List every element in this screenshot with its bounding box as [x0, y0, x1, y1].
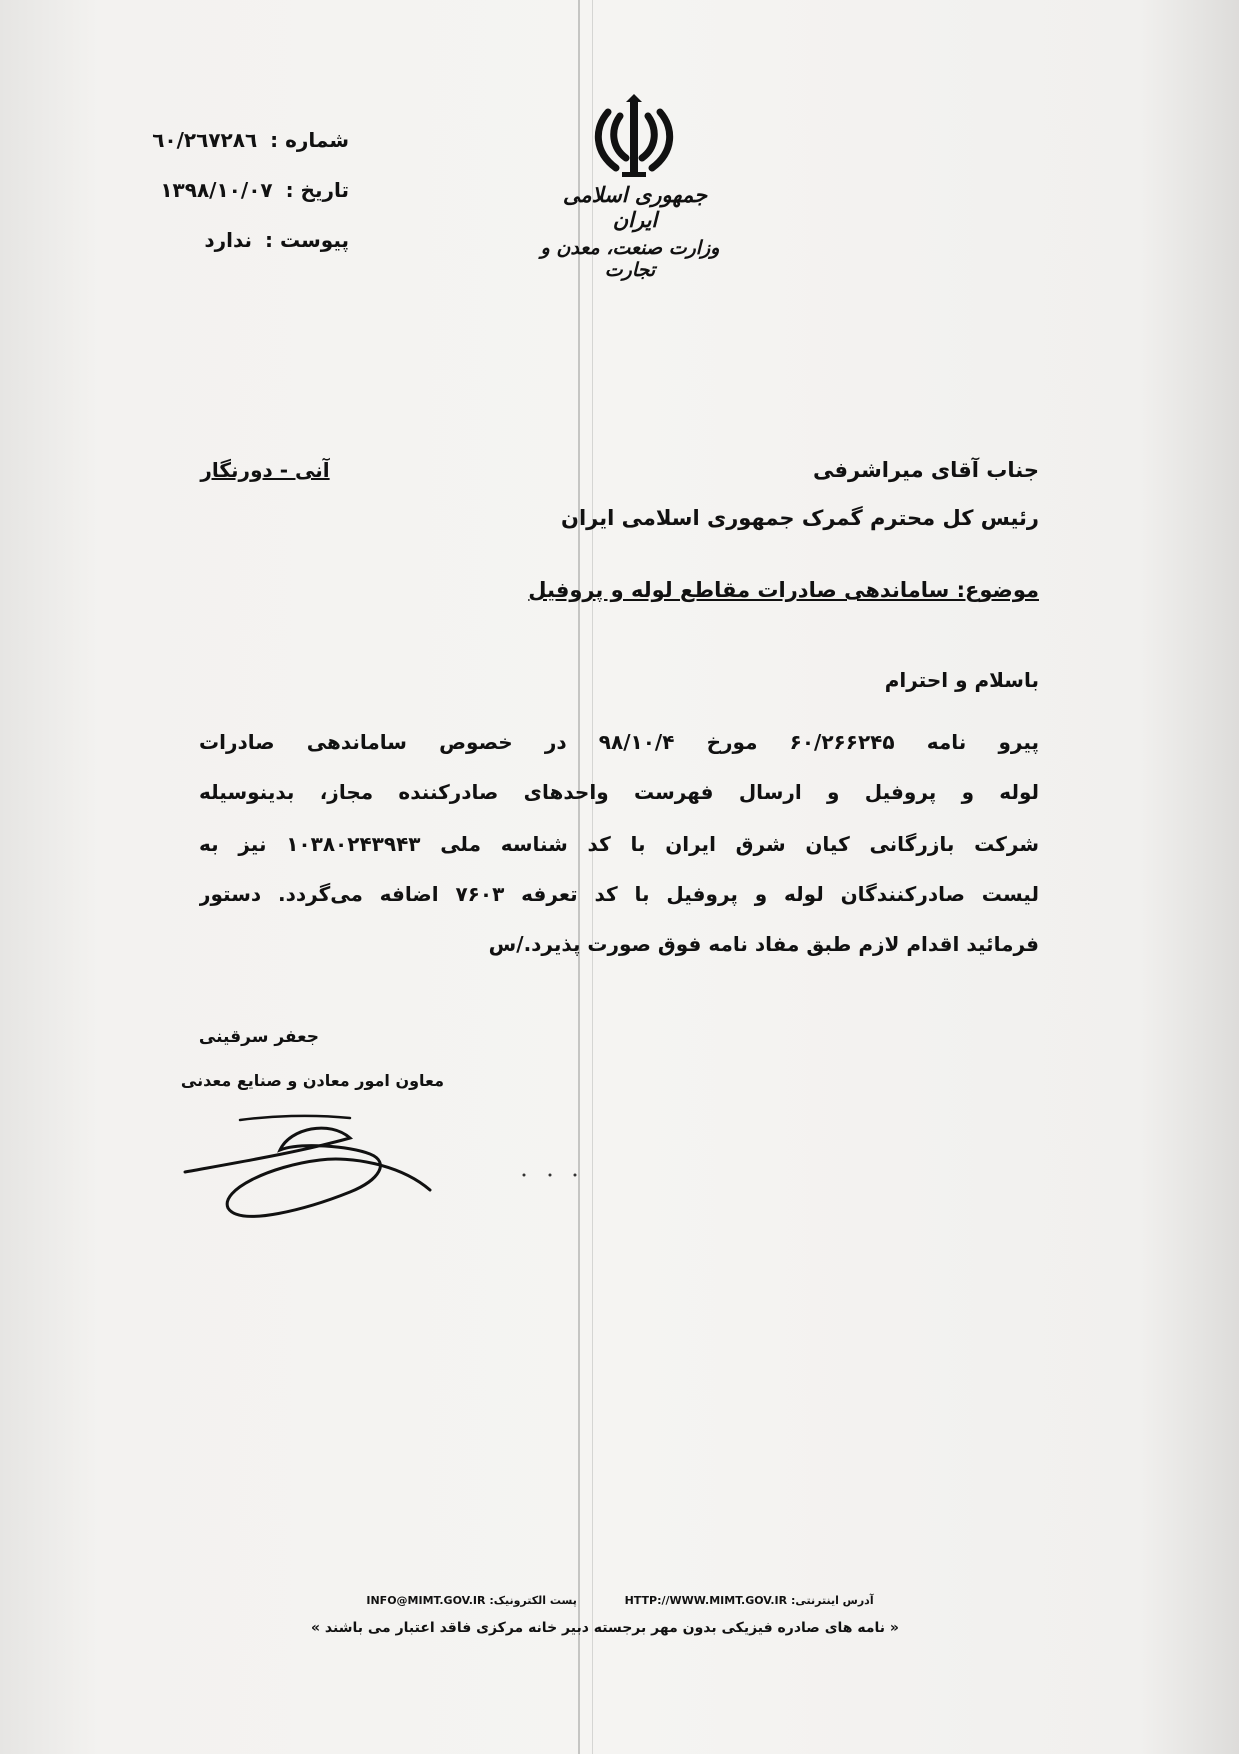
letter-attachment: [204, 228, 349, 252]
emblem-country-name: جمهوری اسلامی ایران: [562, 182, 708, 232]
letter-date-value: ١٣٩٨/١٠/٠٧: [160, 178, 273, 202]
footer-contact: [340, 1594, 900, 1607]
footer-web-value: HTTP://WWW.MIMT.GOV.IR: [624, 1594, 788, 1607]
letter-number-label: شماره :: [270, 128, 349, 152]
body-line: شرکت بازرگانی کیان شرق ایران با کد شناسه ملی ۱۰۳۸۰۲۴۳۹۴۳ نیز به: [199, 832, 1039, 856]
footer-web-label: آدرس اینترنتی:: [790, 1594, 874, 1607]
body-line: لوله و پروفیل و ارسال فهرست واحدهای صادرکننده مجاز، بدینوسیله: [199, 780, 1039, 804]
handwritten-signature: [180, 1080, 440, 1220]
urgency-note: آنی - دورنگار: [200, 458, 330, 482]
recipient-title: رئیس کل محترم گمرک جمهوری اسلامی ایران: [561, 506, 1039, 530]
emblem-ministry-name: وزارت صنعت، معدن و تجارت: [540, 237, 720, 281]
iran-emblem-icon: [590, 92, 678, 180]
footer-email-value: INFO@MIMT.GOV.IR: [366, 1594, 486, 1607]
signer-name: جعفر سرقینی: [198, 1027, 319, 1047]
letter-greeting: باسلام و احترام: [884, 668, 1039, 692]
letter-date-label: تاریخ :: [285, 178, 349, 202]
scan-dots: [520, 1170, 580, 1180]
letter-subject: موضوع: ساماندهی صادرات مقاطع لوله و پروفیل: [528, 578, 1039, 602]
body-line: لیست صادرکنندگان لوله و پروفیل با کد تعرفه ۷۶۰۳ اضافه می‌گردد. دستور: [199, 882, 1039, 906]
letter-attachment-value: ندارد: [204, 228, 253, 252]
letter-number: [152, 128, 349, 152]
signer-title: معاون امور معادن و صنایع معدنی: [180, 1071, 444, 1090]
footer-email-label: پست الکترونیک:: [489, 1594, 577, 1607]
recipient-name: جناب آقای میراشرفی: [813, 458, 1039, 482]
footer-notice: « نامه های صادره فیزیکی بدون مهر برجسته دبیر خانه مرکزی فاقد اعتبار می باشند »: [311, 1620, 899, 1636]
body-line: فرمائید اقدام لازم طبق مفاد نامه فوق صورت پذیرد./س: [488, 932, 1039, 956]
letter-number-value: ٦٠/٢٦٧٢٨٦: [152, 128, 258, 152]
body-line: پیرو نامه ۶۰/۲۶۶۲۴۵ مورخ ۹۸/۱۰/۴ در خصوص ساماندهی صادرات: [199, 730, 1039, 754]
letter-attachment-label: پیوست :: [264, 228, 349, 252]
letter-date: [160, 178, 349, 202]
